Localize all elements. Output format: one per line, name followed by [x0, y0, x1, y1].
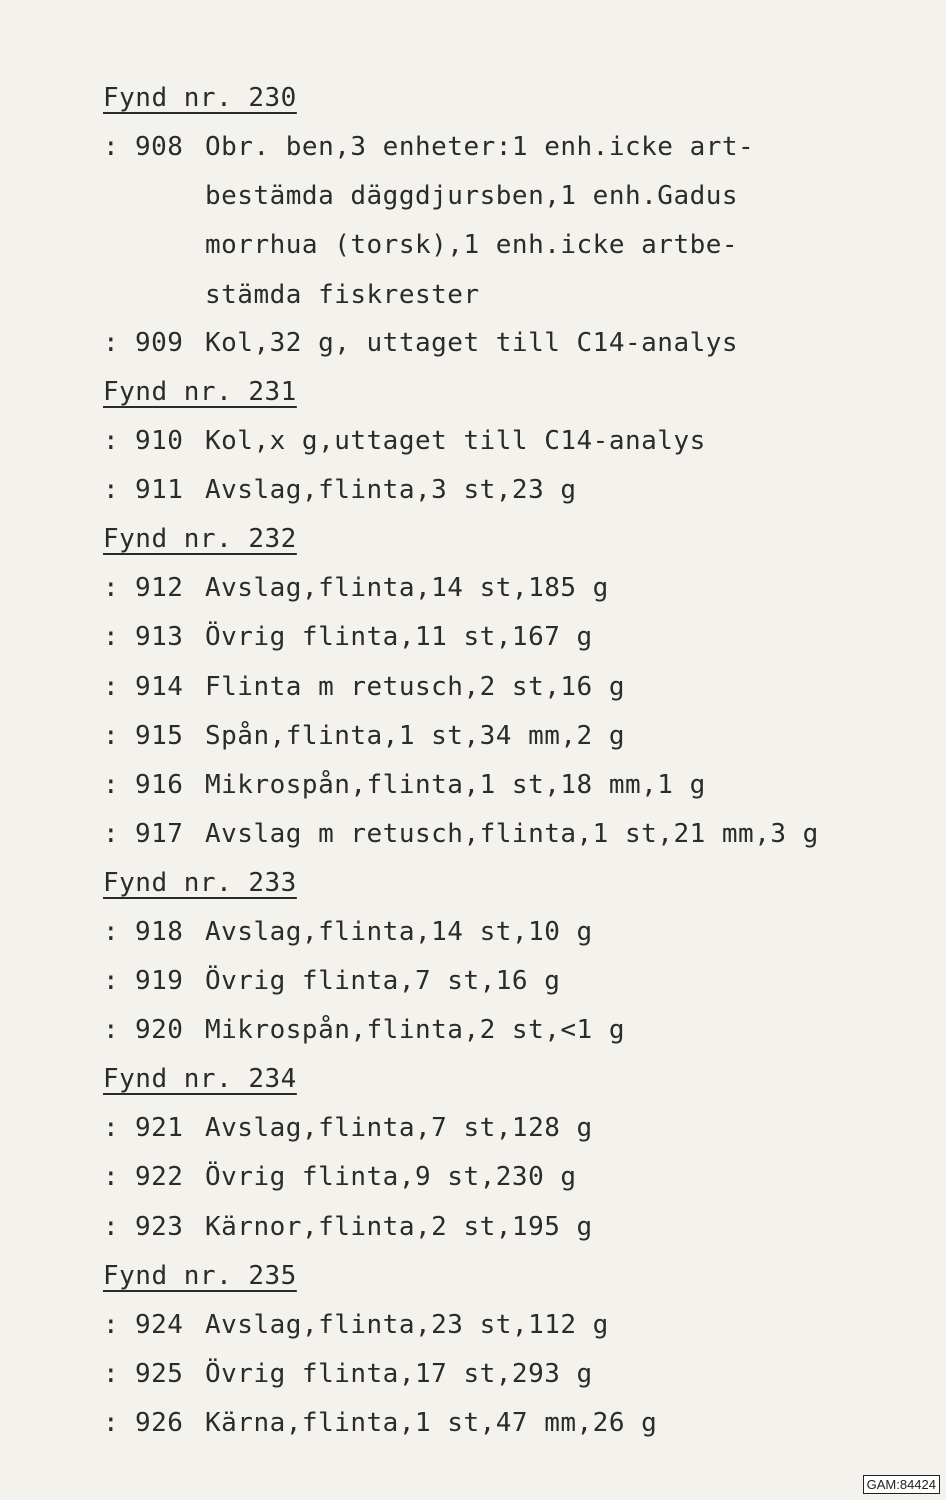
entry-number: 915 [135, 721, 184, 751]
entry-description: Spån,flinta,1 st,34 mm,2 g [205, 721, 625, 751]
catalog-entry [103, 1015, 625, 1045]
entry-description: Flinta m retusch,2 st,16 g [205, 672, 625, 702]
entry-description: Avslag,flinta,14 st,185 g [205, 573, 609, 603]
entry-number: 924 [135, 1310, 184, 1340]
entry-description: Övrig flinta,7 st,16 g [205, 966, 561, 996]
entry-continuation: bestämda däggdjursben,1 enh.Gadus [205, 181, 739, 211]
entry-description: Mikrospån,flinta,1 st,18 mm,1 g [205, 770, 706, 800]
entry-colon: : [103, 1359, 120, 1389]
find-number-heading: Fynd nr. 230 [103, 83, 297, 113]
entry-description: Avslag,flinta,23 st,112 g [205, 1310, 609, 1340]
entry-number: 926 [135, 1408, 184, 1438]
entry-number: 923 [135, 1212, 184, 1242]
entry-colon: : [103, 573, 120, 603]
entry-number: 914 [135, 672, 184, 702]
catalog-entry [103, 573, 609, 603]
find-number-heading: Fynd nr. 235 [103, 1261, 297, 1291]
entry-description: Kol,x g,uttaget till C14-analys [205, 426, 706, 456]
entry-description: Avslag m retusch,flinta,1 st,21 mm,3 g [205, 819, 819, 849]
entry-number: 910 [135, 426, 184, 456]
entry-number: 909 [135, 328, 184, 358]
entry-colon: : [103, 1162, 120, 1192]
entry-description: Övrig flinta,17 st,293 g [205, 1359, 593, 1389]
entry-colon: : [103, 475, 120, 505]
entry-number: 912 [135, 573, 184, 603]
entry-number: 911 [135, 475, 184, 505]
entry-number: 913 [135, 622, 184, 652]
entry-description: Övrig flinta,11 st,167 g [205, 622, 593, 652]
entry-description: Mikrospån,flinta,2 st,<1 g [205, 1015, 625, 1045]
entry-description: Övrig flinta,9 st,230 g [205, 1162, 577, 1192]
catalog-entry [103, 672, 625, 702]
entry-continuation: morrhua (torsk),1 enh.icke artbe- [205, 230, 739, 260]
find-number-heading: Fynd nr. 231 [103, 377, 297, 407]
entry-description: Kärnor,flinta,2 st,195 g [205, 1212, 593, 1242]
find-number-heading: Fynd nr. 233 [103, 868, 297, 898]
entry-description: Obr. ben,3 enheter:1 enh.icke art- [205, 132, 755, 162]
catalog-entry [103, 1359, 593, 1389]
find-number-heading: Fynd nr. 234 [103, 1064, 297, 1094]
entry-description: Avslag,flinta,14 st,10 g [205, 917, 593, 947]
archive-stamp: GAM:84424 [863, 1475, 940, 1494]
entry-colon: : [103, 1408, 120, 1438]
entry-colon: : [103, 672, 120, 702]
catalog-entry [103, 819, 819, 849]
catalog-entry [103, 1162, 577, 1192]
catalog-entry [103, 426, 706, 456]
entry-number: 921 [135, 1113, 184, 1143]
entry-colon: : [103, 966, 120, 996]
catalog-entry [103, 475, 577, 505]
catalog-entry [103, 328, 738, 358]
entry-number: 919 [135, 966, 184, 996]
entry-colon: : [103, 622, 120, 652]
entry-number: 925 [135, 1359, 184, 1389]
catalog-entry [103, 966, 560, 996]
catalog-entry [103, 721, 625, 751]
entry-colon: : [103, 132, 120, 162]
find-number-heading: Fynd nr. 232 [103, 524, 297, 554]
entry-colon: : [103, 328, 120, 358]
entry-description: Avslag,flinta,7 st,128 g [205, 1113, 593, 1143]
entry-number: 920 [135, 1015, 184, 1045]
entry-description: Kol,32 g, uttaget till C14-analys [205, 328, 739, 358]
entry-number: 916 [135, 770, 184, 800]
entry-number: 918 [135, 917, 184, 947]
catalog-entry [103, 1212, 593, 1242]
entry-colon: : [103, 1310, 120, 1340]
entry-colon: : [103, 426, 120, 456]
entry-number: 922 [135, 1162, 184, 1192]
entry-colon: : [103, 721, 120, 751]
entry-description: Kärna,flinta,1 st,47 mm,26 g [205, 1408, 658, 1438]
catalog-entry [103, 132, 754, 162]
catalog-entry [103, 1310, 609, 1340]
entry-colon: : [103, 1212, 120, 1242]
catalog-entry [103, 622, 593, 652]
entry-continuation: stämda fiskrester [205, 280, 480, 310]
catalog-entry [103, 917, 593, 947]
catalog-entry [103, 770, 706, 800]
entry-colon: : [103, 1113, 120, 1143]
entry-description: Avslag,flinta,3 st,23 g [205, 475, 577, 505]
entry-colon: : [103, 819, 120, 849]
catalog-entry [103, 1113, 593, 1143]
entry-colon: : [103, 1015, 120, 1045]
catalog-entry [103, 1408, 657, 1438]
entry-number: 908 [135, 132, 184, 162]
entry-colon: : [103, 770, 120, 800]
entry-colon: : [103, 917, 120, 947]
entry-number: 917 [135, 819, 184, 849]
